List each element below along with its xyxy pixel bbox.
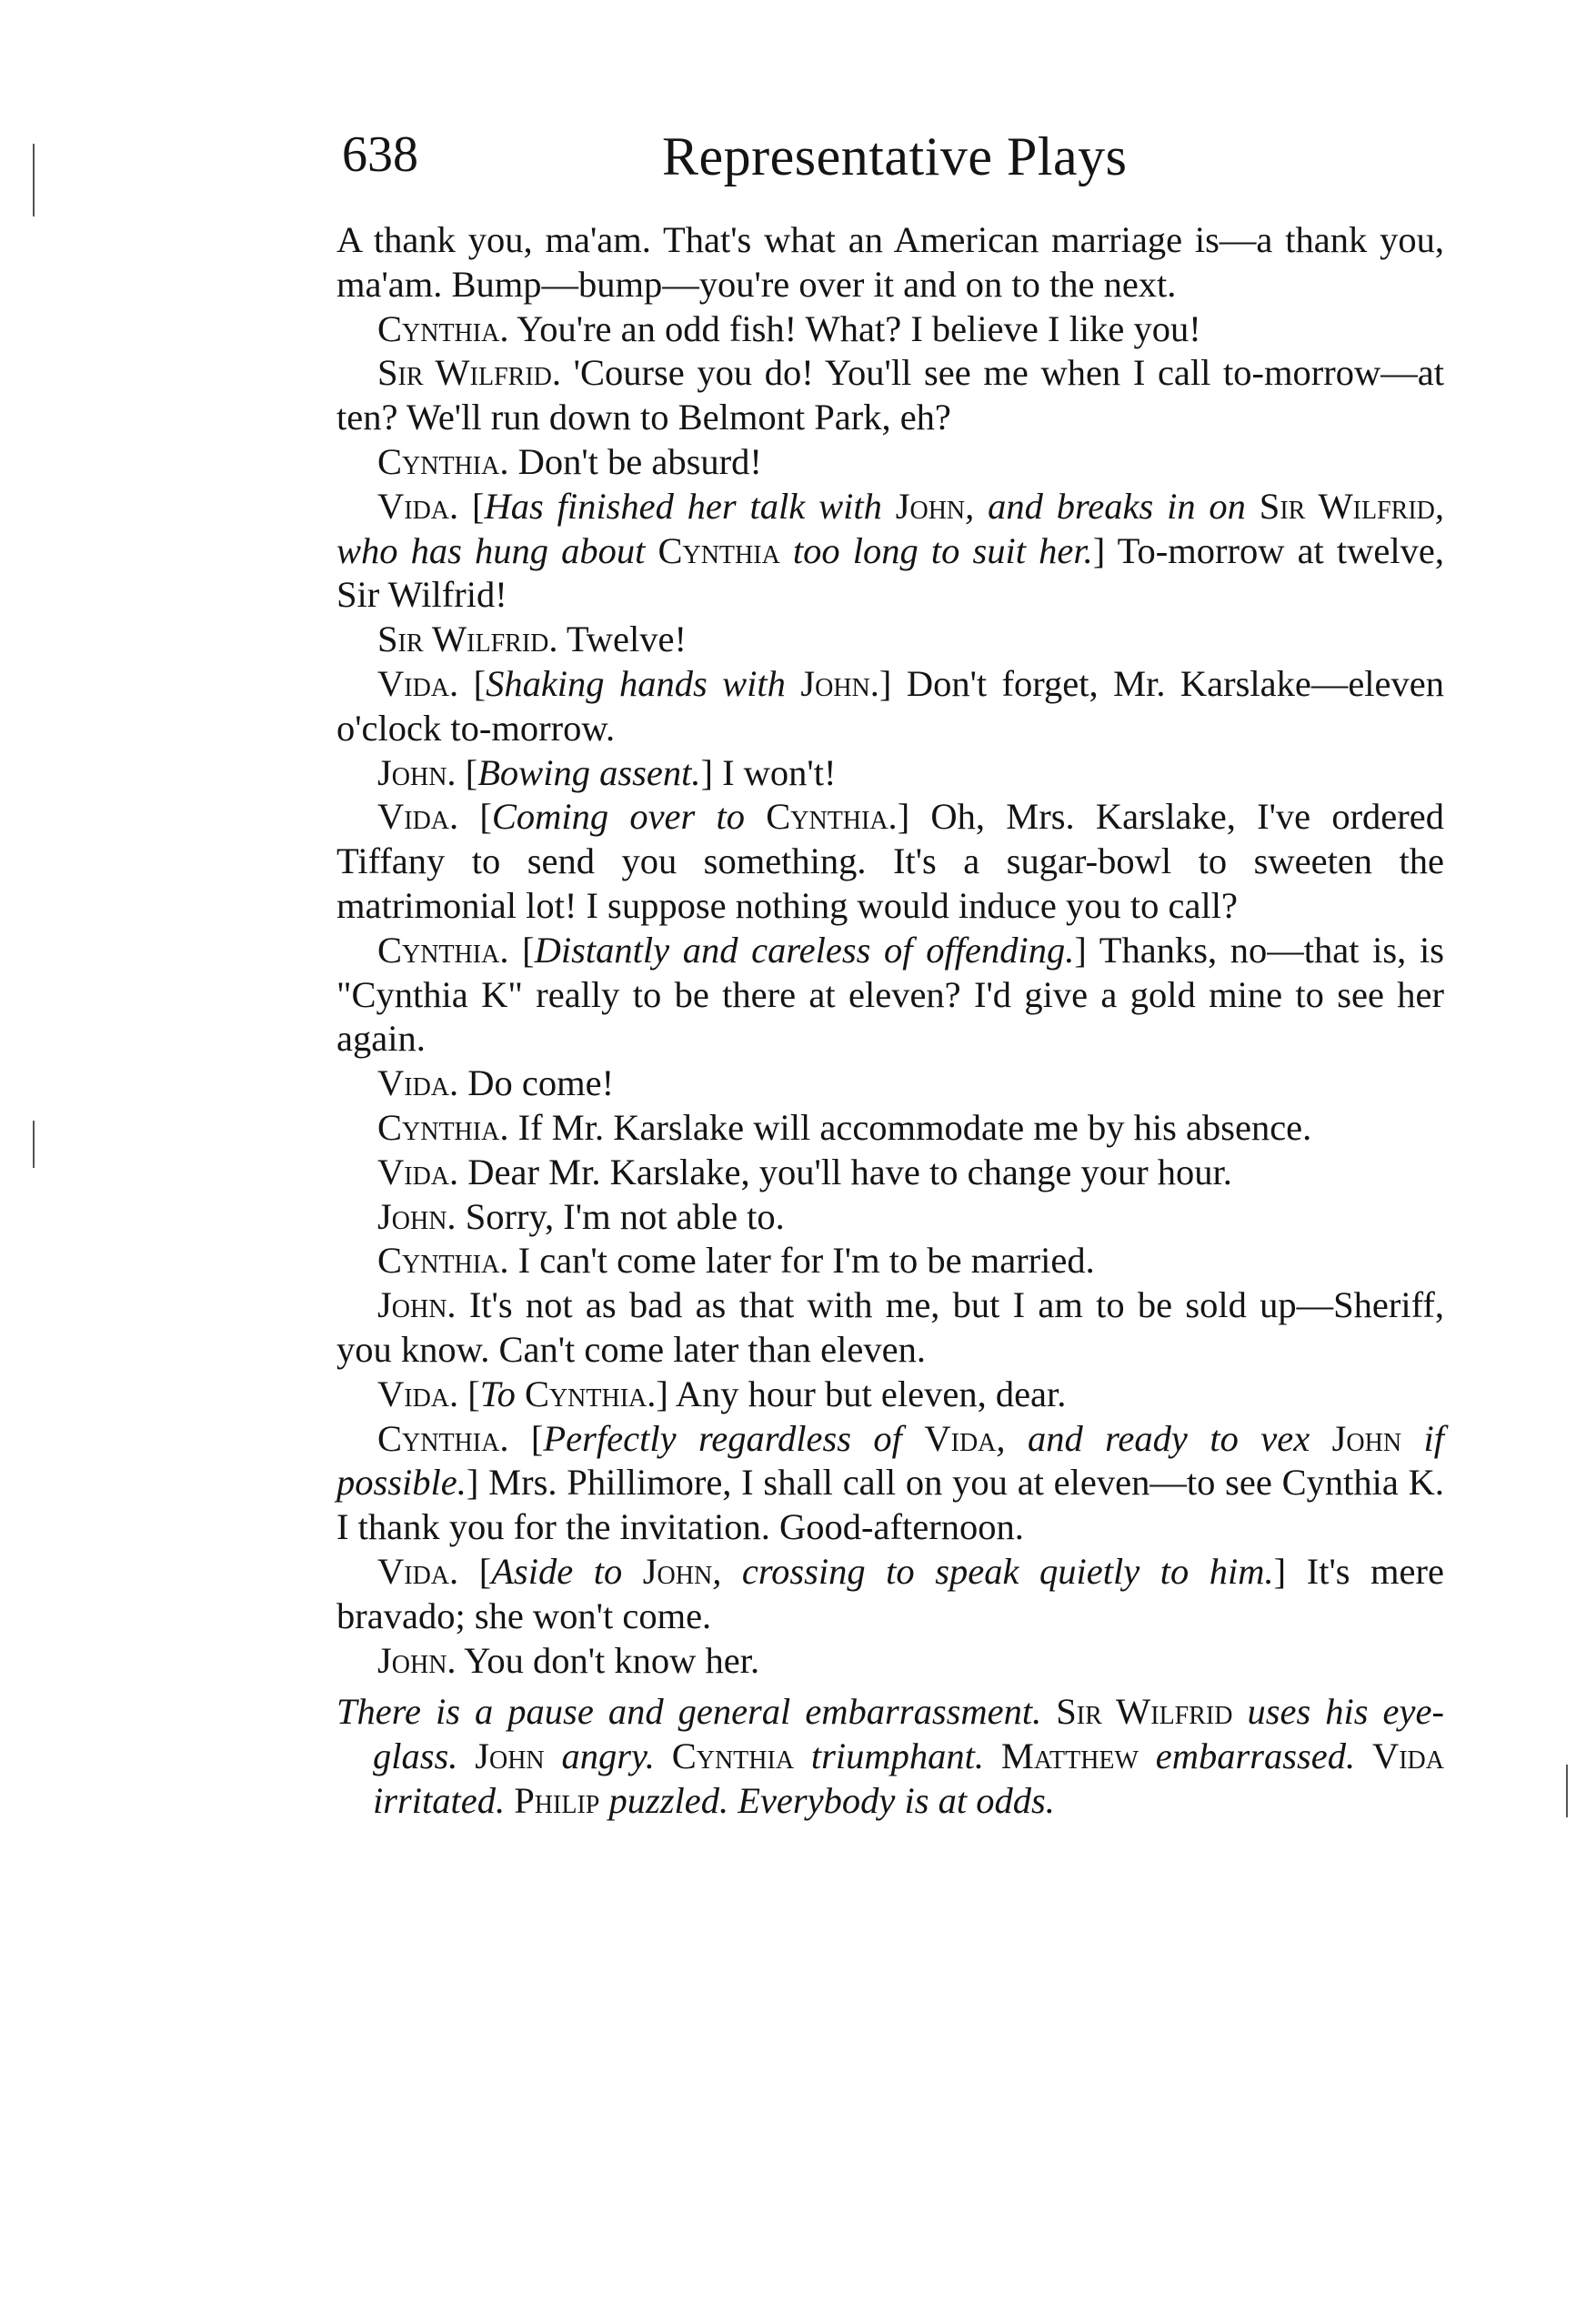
text-run (1246, 486, 1260, 527)
dialogue-line (336, 751, 1444, 796)
character-name: John. (377, 1284, 457, 1326)
text-run (1310, 1418, 1331, 1459)
stage-direction-text: if possible. (336, 1417, 1445, 1504)
dialogue-line (336, 929, 1444, 1061)
text-run: [ (458, 662, 487, 704)
text-run (745, 796, 766, 837)
text-run: Don't be absurd! (508, 440, 762, 482)
text-run: [ (508, 929, 535, 971)
character-name: Cynthia. (377, 307, 509, 349)
text-run: angry. (544, 1736, 672, 1777)
stage-direction-text: crossing to speak quietly to him. (741, 1550, 1274, 1592)
text-run: ] Mrs. Phillimore, I shall call on you at eleven—to see Cynthia K. I thank you for the invitation. Good-afternoon. (336, 1462, 1444, 1548)
text-run (645, 530, 657, 571)
text-run: uses his eye-glass. (373, 1691, 1444, 1777)
character-name: Cynthia. (377, 929, 509, 971)
character-name: Matthew (1000, 1736, 1139, 1777)
stage-direction-text: Shaking hands with (486, 662, 786, 704)
character-name: John. (377, 751, 457, 793)
stage-direction-text: Has finished her talk with (484, 485, 882, 527)
text-run (786, 663, 800, 704)
character-name: Vida. (377, 485, 459, 527)
dialogue-line (336, 1417, 1444, 1550)
character-name: Sir Wilfrid. (377, 619, 558, 660)
character-name: Cynthia (671, 1736, 795, 1777)
text-run: Dear Mr. Karslake, you'll have to change your hour. (458, 1151, 1232, 1192)
character-name: Cynthia. (524, 1373, 657, 1414)
dialogue-line (336, 440, 1444, 485)
stage-direction-text: Coming over to (491, 796, 746, 838)
text-run: If Mr. Karslake will accommodate me by his absence. (508, 1106, 1312, 1148)
text-run: [ (458, 1550, 492, 1592)
stage-direction-text: too long to suit her. (792, 529, 1093, 571)
text-run: [ (456, 751, 478, 793)
stage-direction-text: who has hung about (336, 529, 646, 571)
text-run: [ (458, 1373, 480, 1414)
text-run: ] Any hour but eleven, dear. (656, 1373, 1067, 1414)
character-name: Vida. (377, 1062, 459, 1104)
text-run (622, 1551, 643, 1592)
text-run: ] Oh, Mrs. Karslake, I've ordered Tiffany to send you something. It's a sugar-bowl to sweeten the matrimonial lot! I suppose nothing would induce you to call? (336, 796, 1444, 926)
dialogue-line (336, 1106, 1444, 1151)
stage-direction-text: , (996, 1417, 1028, 1459)
text-run: 'Course you do! You'll see me when I call to-morrow—at ten? We'll run down to Belmont Park, eh? (336, 352, 1444, 438)
text-run: [ (508, 1417, 544, 1459)
text-run (1401, 1418, 1423, 1459)
text-run: puzzled. Everybody is at odds. (599, 1779, 1055, 1821)
text-run (902, 1418, 924, 1459)
dialogue-line (336, 1151, 1444, 1195)
dialogue-line (336, 351, 1444, 440)
dialogue-line (336, 1283, 1444, 1373)
character-name: John. (377, 1639, 457, 1681)
dialogue-line (336, 307, 1444, 352)
margin-mark (33, 1121, 35, 1168)
character-name: Vida. (377, 662, 459, 704)
character-name: Cynthia. (766, 796, 898, 838)
dialogue-line (336, 1061, 1444, 1106)
dialogue-line (336, 662, 1444, 751)
text-run: triumphant. (794, 1736, 1001, 1777)
text-run: You're an odd fish! What? I believe I like you! (508, 307, 1201, 349)
margin-mark (33, 144, 35, 216)
text-run: embarrassed. (1138, 1736, 1372, 1777)
text-run: You don't know her. (456, 1639, 760, 1681)
dialogue-line (336, 1639, 1444, 1684)
character-name: Sir Wilfrid (1056, 1691, 1233, 1733)
dialogue-line (336, 1550, 1444, 1639)
text-run: There is a pause and general embarrassment. (336, 1691, 1057, 1733)
text-run: ] Thanks, no—that is, is "Cynthia K" really to be there at eleven? I'd give a gold mine to see her again. (336, 929, 1444, 1060)
text-run: ] To-morrow at twelve, Sir Wilfrid! (336, 529, 1444, 616)
dialogue-line (336, 618, 1444, 662)
running-title: Representative Plays (662, 126, 1128, 186)
stage-direction-text: Aside to (491, 1550, 623, 1592)
character-name: Sir Wilfrid (1259, 485, 1435, 527)
stage-direction-text: , (1434, 485, 1445, 527)
character-name: John. (377, 1195, 457, 1237)
text-run: ] Don't forget, Mr. Karslake—eleven o'clock to-morrow. (336, 662, 1444, 749)
character-name: Vida. (377, 1151, 459, 1192)
character-name: Vida (1371, 1736, 1444, 1777)
stage-direction-text: Perfectly regardless of (543, 1417, 902, 1459)
dialogue-line (336, 1373, 1444, 1417)
margin-mark (1566, 1765, 1568, 1817)
page-number: 638 (342, 126, 418, 183)
character-name: John (895, 485, 966, 527)
text-run (516, 1373, 525, 1414)
dialogue-line (336, 795, 1444, 928)
text-run (882, 486, 896, 527)
character-name: Vida. (377, 1550, 459, 1592)
text-run: ] It's mere bravado; she won't come. (336, 1550, 1444, 1636)
character-name: Cynthia. (377, 1106, 509, 1148)
stage-direction-text: and breaks in on (988, 485, 1246, 527)
stage-direction-text: Bowing assent. (477, 751, 701, 793)
text-run: Twelve! (557, 619, 687, 660)
character-name: Sir Wilfrid. (377, 352, 562, 394)
text-run: It's not as bad as that with me, but I am to be sold up—Sheriff, you know. Can't come later than eleven. (336, 1284, 1444, 1370)
character-name: Cynthia (657, 529, 780, 571)
character-name: Vida (924, 1417, 997, 1459)
character-name: John (1331, 1417, 1402, 1459)
text-run (780, 530, 793, 571)
stage-direction (336, 1690, 1444, 1823)
dialogue-line (336, 485, 1444, 618)
character-name: Philip (514, 1779, 600, 1821)
stage-direction-text: , (712, 1550, 742, 1592)
stage-direction-text: Distantly and careless of offending. (534, 929, 1075, 971)
play-text (336, 218, 1444, 1824)
character-name: John (475, 1736, 545, 1777)
character-name: Cynthia. (377, 1240, 509, 1282)
text-run: ] I won't! (700, 751, 837, 793)
text-run: irritated. (373, 1779, 515, 1821)
character-name: Cynthia. (377, 440, 509, 482)
text-run: Do come! (458, 1062, 615, 1104)
character-name: Vida. (377, 1373, 459, 1414)
text-run: A thank you, ma'am. That's what an American marriage is—a thank you, ma'am. Bump—bump—you're over it and on to the next. (336, 219, 1444, 305)
character-name: John (642, 1550, 713, 1592)
character-name: Cynthia. (377, 1417, 509, 1459)
continued-speech (336, 218, 1444, 307)
text-run: I can't come later for I'm to be married. (508, 1240, 1095, 1282)
text-run: Sorry, I'm not able to. (456, 1195, 785, 1237)
stage-direction-text: , (965, 485, 989, 527)
character-name: John. (800, 662, 879, 704)
text-run: [ (458, 485, 485, 527)
character-name: Vida. (377, 796, 459, 838)
dialogue-line (336, 1239, 1444, 1283)
stage-direction-text: and ready to vex (1027, 1417, 1310, 1459)
dialogue-line (336, 1195, 1444, 1240)
text-run: [ (458, 796, 492, 838)
stage-direction-text: To (479, 1373, 516, 1414)
